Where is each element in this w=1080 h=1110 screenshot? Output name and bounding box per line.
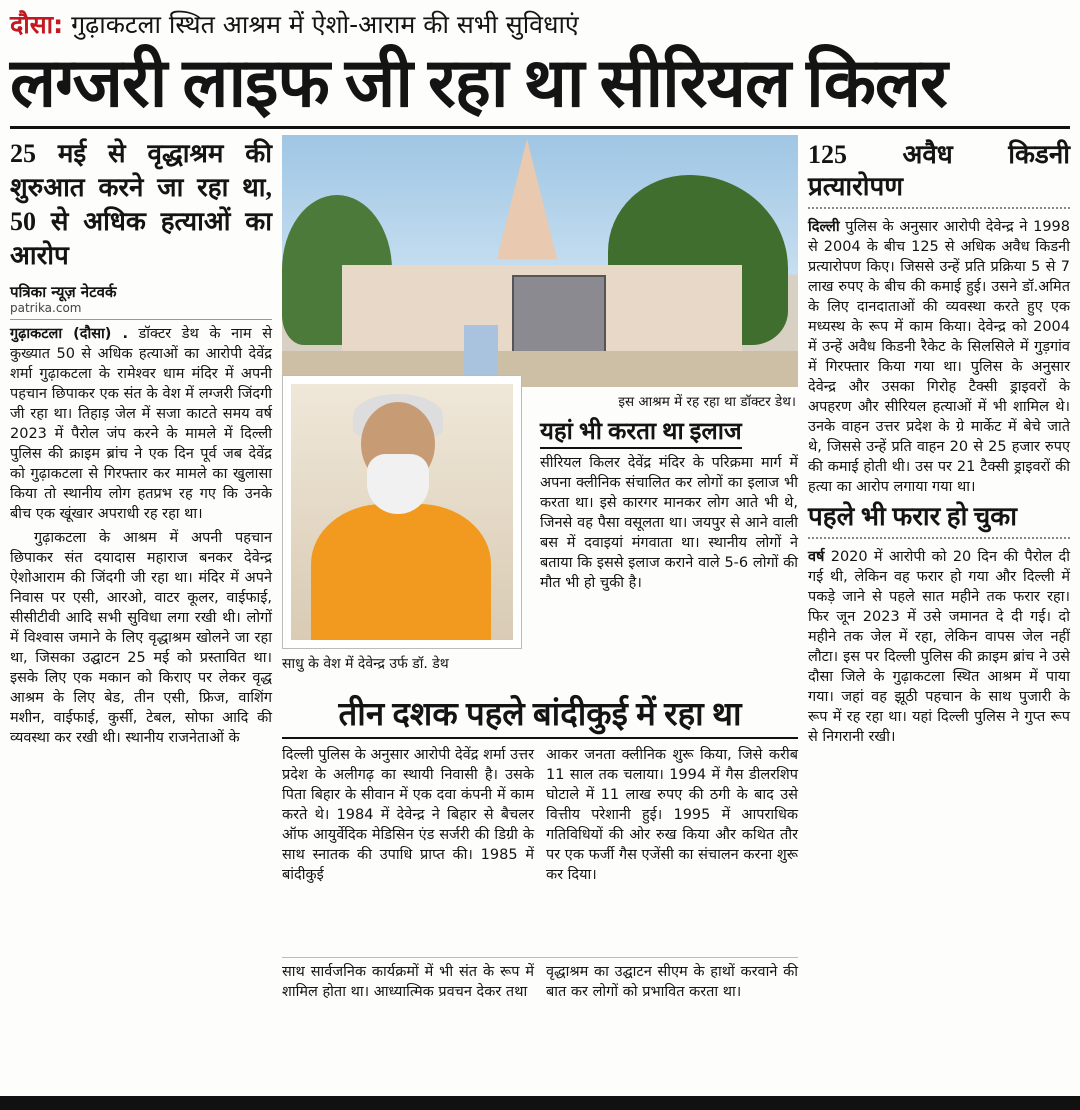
middle-column (282, 135, 798, 1095)
treatment-section (540, 417, 798, 597)
bandikui-col-1: दिल्ली पुलिस के अनुसार आरोपी देवेंद्र शर्मा उत्तर प्रदेश के अलीगढ़ का स्थायी निवासी है। उसके पिता बिहार के सीवान में एक दवा कंपनी में काम करते थे। 1984 में देवेन्द्र ने बिहार से बैचलर ऑफ आयुर्वेदिक मेडिसिन एंड सर्जरी की डिग्री के साथ स्नातक की उपाधि प्राप्त की। 1985 में बांदीकुई (282, 747, 534, 883)
treatment-subhead: यहां भी करता था इलाज (540, 417, 742, 449)
ashram-photo (282, 135, 798, 387)
accused-photo-inner (291, 384, 513, 640)
left-subhead: 25 मई से वृद्धाश्रम की शुरुआत करने जा रहा था, 50 से अधिक हत्याओं का आरोप (10, 139, 272, 270)
headline: लग्जरी लाइफ जी रहा था सीरियल किलर (10, 44, 1070, 129)
dateline: गुढ़ाकटला (दौसा) . (10, 326, 128, 342)
accused-photo (282, 375, 522, 649)
bandikui-section (282, 695, 798, 885)
kicker (10, 8, 1070, 44)
beard (367, 454, 429, 514)
continuation (282, 957, 798, 1002)
temple-spire (497, 139, 557, 259)
absconded-lead: वर्ष (808, 549, 825, 565)
bandikui-col-2: आकर जनता क्लीनिक शुरू किया, जिसे करीब 11 साल तक चलाया। 1994 में गैस डीलरशिप घोटाले में 11 लाख रुपए की ठगी के बाद उसे वित्तीय परेशानी हुई। 1995 में आपराधिक गतिविधियों की ओर रुख किया और कथित तौर पर एक फर्जी गैस एजेंसी का संचालन करना शुरू कर दिया। (546, 747, 798, 883)
saffron-robe (311, 504, 491, 640)
kidney-subhead: 125 अवैध किडनी प्रत्यारोपण (808, 139, 1070, 209)
bandikui-headline: तीन दशक पहले बांदीकुई में रहा था (282, 695, 798, 739)
absconded-text (808, 547, 1070, 747)
bottom-bar (0, 1096, 1080, 1110)
ashram-gate (512, 275, 606, 359)
kidney-body: पुलिस के अनुसार आरोपी देवेन्द्र ने 1998 से 2004 के बीच 125 से अधिक अवैध किडनी प्रत्यारोपण किए। जिससे उन्हें प्रति प्रक्रिया 5 से 7 लाख रुपए के बीच की कमाई हुई। उसने डॉ.अमित के लिए दानदाताओं की व्यवस्था करते हुए एक मध्यस्थ के रूप में काम किया। देवेन्द्र को 2004 में उन्हें अवैध किडनी रैकेट के सिलसिले में गुड़गांव में गिरफ्तार किया गया था। पुलिस के अनुसार देवेन्द्र और उसका गिरोह टैक्सी ड्राइवरों के अपहरण और सीरियल हत्याओं में भी शामिल थे। उनके वाहन उत्तर प्रदेश के ग्रे मार्केट में बेचे जाते थे, जिससे उन्हें प्रति वाहन 20 से 25 हजार रुपए की कमाई होती थी। उस पर 21 टैक्सी ड्राइवरों की हत्या का आरोप लगाया गया था। (808, 219, 1071, 495)
ashram-photo-caption: इस आश्रम में रह रहा था डॉक्टर डेथ। (618, 394, 796, 410)
kidney-text (808, 217, 1070, 497)
absconded-body: 2020 में आरोपी को 20 दिन की पैरोल दी गई थी, लेकिन वह फरार हो गया और दिल्ली में पकड़े जाने से पहले सात महीने तक फरार रहा। फिर जून 2023 में उसे जमानत दे दी गई। दो महीने तक जेल में रहा, लेकिन वापस जेल नहीं लौटा। इस पर दिल्ली पुलिस की क्राइम ब्रांच ने उसे दौसा जिले के गुढ़ाकटला स्थित आश्रम में पाया गया। जहां वह झूठी पहचान के साथ पुजारी के रूप में रह रहा था। यहां दिल्ली पुलिस ने गुप्त रूप से निगरानी रखी। (808, 549, 1070, 745)
treatment-text: सीरियल किलर देवेंद्र मंदिर के परिक्रमा मार्ग में अपना क्लीनिक संचालित कर लोगों का इलाज भी करता था। इसे कारगर मानकर लोग आते भी थे, जिनसे वह पैसा वसूलता था। जयपुर से आने वाली बस में दवाइयां मंगवाता था। स्थानीय लोगों ने बताया कि इससे इलाज कराने वाले 5-6 लोगों की मौत भी हो चुकी है। (540, 455, 798, 591)
byline: पत्रिका न्यूज़ नेटवर्क (10, 283, 117, 301)
left-paragraph-2: गुढ़ाकटला के आश्रम में अपनी पहचान छिपाकर संत दयादास महाराज बनकर देवेन्द्र ऐशोआराम की जिंदगी जी रहा था। मंदिर में अपने निवास पर एसी, आरओ, वाटर कूलर, वाईफाई, सीसीटीवी आदि सभी सुविधा लगा रखी थी। लोगों में विश्वास जमाने के लिए वृद्धाश्रम खोलने जा रहा था, जिसका उद्घाटन 25 मई को प्रस्तावित था। इसके लिए एक मकान को किराए पर लेकर वृद्ध आश्रम के लिए बेड, तीन एसी, फ्रिज, वाशिंग मशीन, वाईफाई, कुर्सी, टेबल, सोफा आदि की व्यवस्था कर रखी थी। स्थानीय राजनेताओं के (10, 530, 272, 746)
bandikui-columns (282, 745, 798, 885)
continuation-col-2: वृद्धाश्रम का उद्घाटन सीएम के हाथों करवाने की बात कर लोगों को प्रभावित करता था। (546, 964, 798, 1000)
kicker-separator: : (53, 10, 64, 39)
accused-photo-caption: साधु के वेश में देवेन्द्र उर्फ डॉ. डेथ (282, 656, 449, 672)
left-paragraph-1 (10, 324, 272, 524)
kicker-place: दौसा (10, 10, 54, 39)
continuation-col-1: साथ सार्वजनिक कार्यक्रमों में भी संत के रूप में शामिल होता था। आध्यात्मिक प्रवचन देकर तथा (282, 964, 534, 1000)
kicker-text: गुढ़ाकटला स्थित आश्रम में ऐशो-आराम की सभी सुविधाएं (71, 10, 579, 39)
site-label: patrika.com (10, 301, 272, 320)
right-column (808, 135, 1070, 1095)
left-paragraph-1-text: डॉक्टर डेथ के नाम से कुख्यात 50 से अधिक हत्याओं का आरोपी देवेंद्र शर्मा गुढ़ाकटला के रामेश्वर धाम मंदिर में अपनी पहचान छिपाकर एक संत के वेश में लग्जरी जिंदगी जी रहा था। तिहाड़ जेल में सजा काटते समय वर्ष 2023 में पैरोल जंप करने के मामले में दिल्ली पुलिस की क्राइम ब्रांच ने एक दिन पूर्व जब देवेंद्र को गुढ़ाकटला से गिरफ्तार कर मामले का खुलासा किया तो स्थानीय लोग हतप्रभ रह गए कि उनके बीच एक खूंखार अपराधी रह रहा था। (10, 326, 273, 522)
left-column (10, 135, 272, 1095)
kidney-lead: दिल्ली (808, 219, 840, 235)
article-columns (10, 135, 1070, 1095)
absconded-subhead: पहले भी फरार हो चुका (808, 501, 1070, 539)
